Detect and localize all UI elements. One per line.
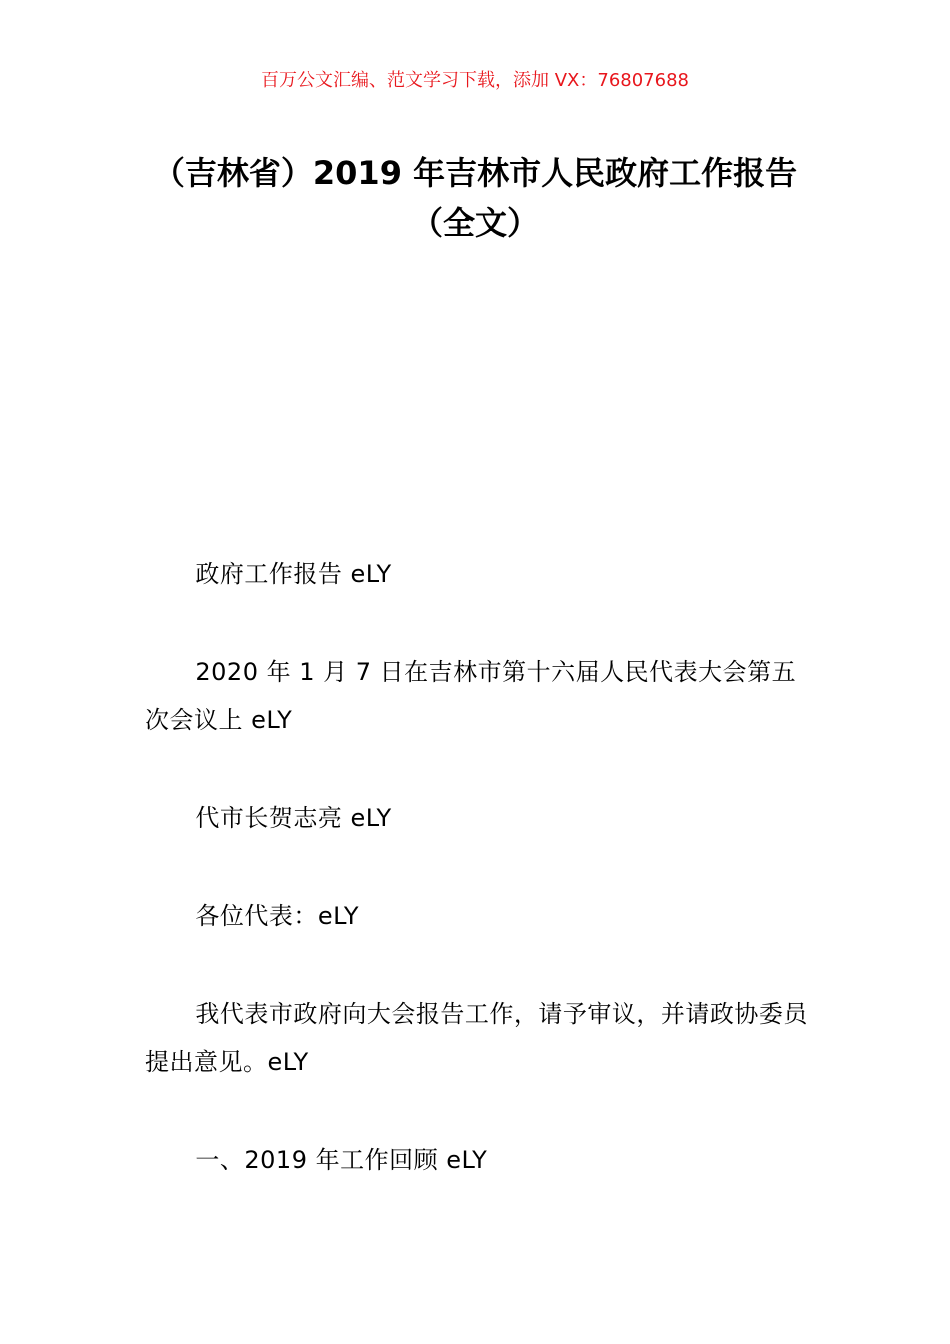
paragraph-salutation: 各位代表：eLY [195,902,359,930]
header-promo-text: 百万公文汇编、范文学习下载，添加 VX：76807688 [261,70,689,91]
paragraph-meeting-date: 2020 年 1 月 7 日在吉林市第十六届人民代表大会第五次会议上 eLY [145,658,797,734]
paragraph-speaker: 代市长贺志亮 eLY [195,804,392,832]
paragraph-report-name: 政府工作报告 eLY [195,560,392,588]
document-title: （吉林省）2019 年吉林市人民政府工作报告（全文） [152,154,798,242]
document-body [145,550,810,1234]
section-heading-review: 一、2019 年工作回顾 eLY [195,1146,488,1174]
paragraph-intro: 我代表市政府向大会报告工作，请予审议，并请政协委员提出意见。eLY [145,1000,808,1076]
